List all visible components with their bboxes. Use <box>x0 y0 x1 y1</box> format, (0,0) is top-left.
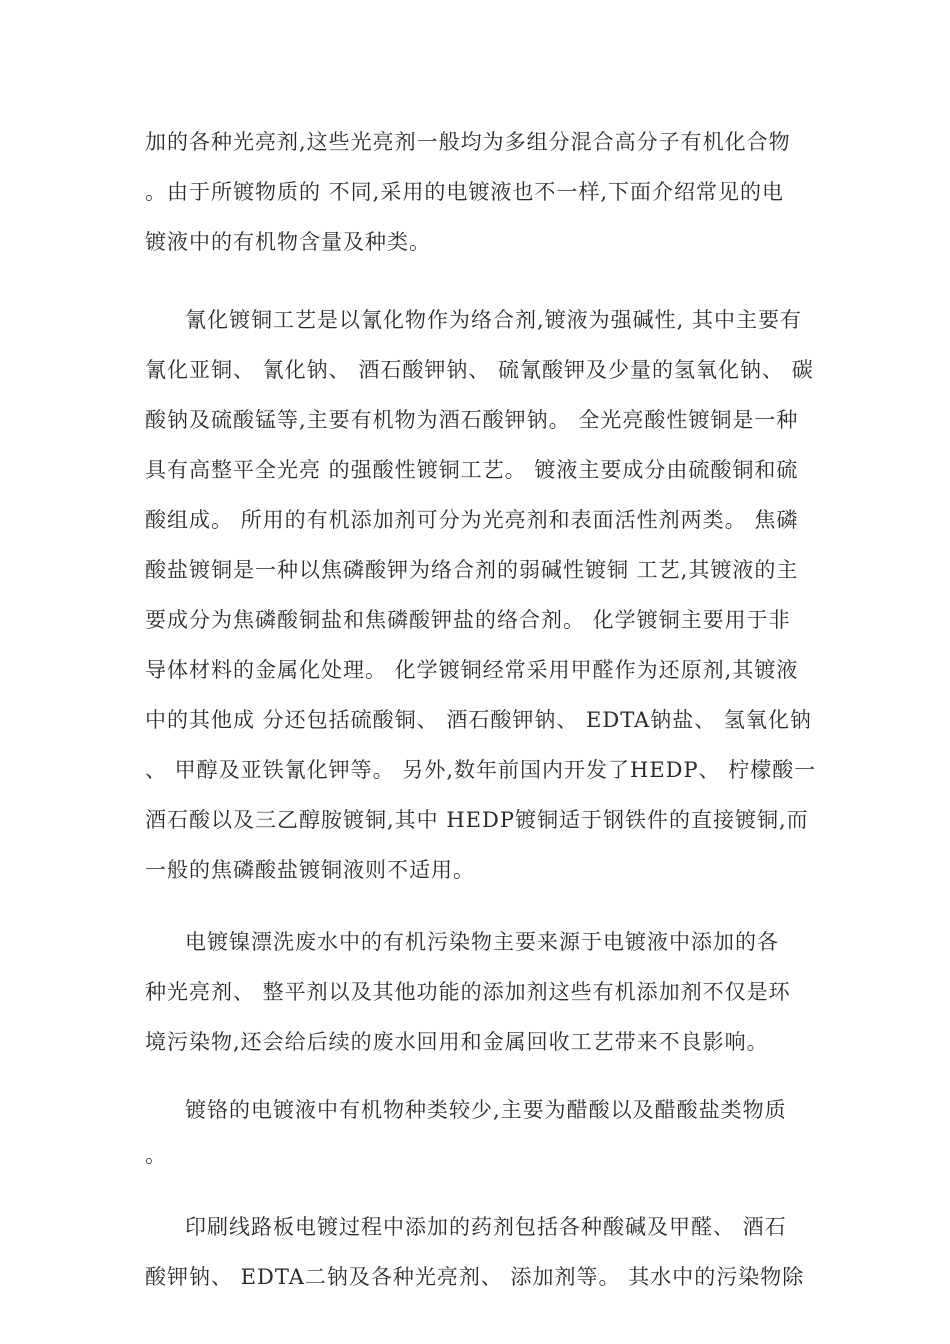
text-line: 。 <box>145 1143 167 1167</box>
text-line: 种光亮剂、 整平剂以及其他功能的添加剂这些有机添加剂不仅是环 <box>145 980 791 1004</box>
text-line: 氰化亚铜、 氰化钠、 酒石酸钾钠、 硫氰酸钾及少量的氢氧化钠、 碳 <box>145 358 814 382</box>
paragraph-first-line: 电镀镍漂洗废水中的有机污染物主要来源于电镀液中添加的各 <box>185 930 779 954</box>
paragraph-first-line: 印刷线路板电镀过程中添加的药剂包括各种酸碱及甲醛、 酒石 <box>185 1215 787 1239</box>
text-line: 酒石酸以及三乙醇胺镀铜,其中 HEDP镀铜适于钢铁件的直接镀铜,而 <box>145 808 809 832</box>
text-line: 酸组成。 所用的有机添加剂可分为光亮剂和表面活性剂两类。 焦磷 <box>145 508 799 532</box>
text-line: 镀液中的有机物含量及种类。 <box>145 230 431 254</box>
text-line: 中的其他成 分还包括硫酸铜、 酒石酸钾钠、 EDTA钠盐、 氢氧化钠 <box>145 708 812 732</box>
text-line: 一般的焦磷酸盐镀铜液则不适用。 <box>145 858 475 882</box>
text-line: 要成分为焦磷酸铜盐和焦磷酸钾盐的络合剂。 化学镀铜主要用于非 <box>145 608 791 632</box>
text-line: 酸盐镀铜是一种以焦磷酸钾为络合剂的弱碱性镀铜 工艺,其镀液的主 <box>145 558 799 582</box>
text-line: 酸钾钠、 EDTA二钠及各种光亮剂、 添加剂等。 其水中的污染物除 <box>145 1265 805 1289</box>
paragraph-first-line: 镀铬的电镀液中有机物种类较少,主要为醋酸以及醋酸盐类物质 <box>185 1098 787 1122</box>
text-line: 加的各种光亮剂,这些光亮剂一般均为多组分混合高分子有机化合物 <box>145 130 791 154</box>
text-line: 。由于所镀物质的 不同,采用的电镀液也不一样,下面介绍常见的电 <box>145 180 785 204</box>
text-line: 导体材料的金属化处理。 化学镀铜经常采用甲醛作为还原剂,其镀液 <box>145 658 799 682</box>
text-line: 境污染物,还会给后续的废水回用和金属回收工艺带来不良影响。 <box>145 1030 769 1054</box>
paragraph-first-line: 氰化镀铜工艺是以氰化物作为络合剂,镀液为强碱性, 其中主要有 <box>185 308 803 332</box>
text-line: 酸钠及硫酸锰等,主要有机物为酒石酸钾钠。 全光亮酸性镀铜是一种 <box>145 408 799 432</box>
text-line: 具有高整平全光亮 的强酸性镀铜工艺。 镀液主要成分由硫酸铜和硫 <box>145 458 799 482</box>
text-line: 、 甲醇及亚铁氰化钾等。 另外,数年前国内开发了HEDP、 柠檬酸一 <box>145 758 817 782</box>
